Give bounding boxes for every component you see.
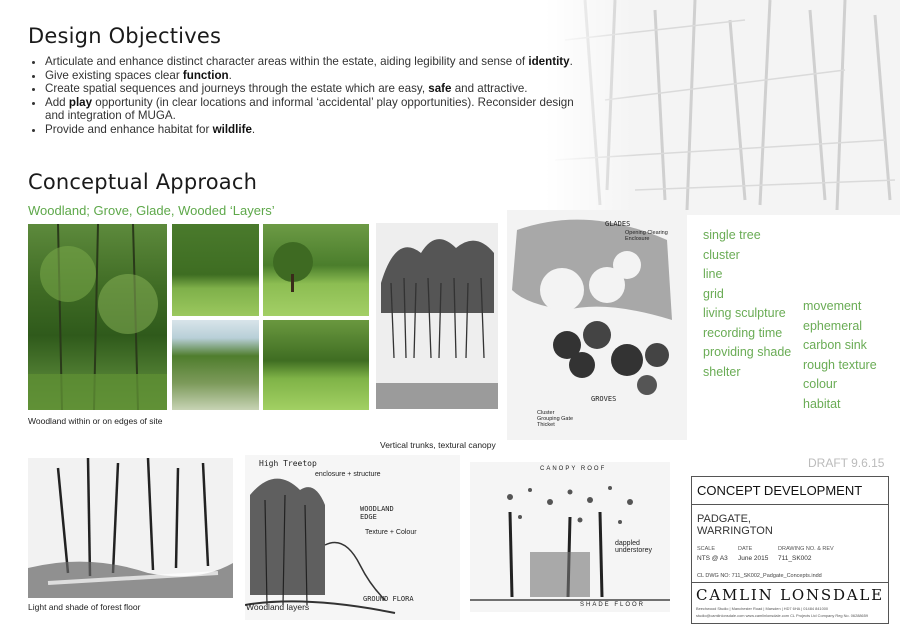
background-tree-sketch — [545, 0, 900, 215]
caption-light-shade: Light and shade of forest floor — [28, 602, 141, 612]
design-objectives-heading: Design Objectives — [28, 24, 222, 48]
objective-item: • Add play opportunity (in clear locations and informal ‘accidental’ play opportunities). Reconsider design and integration of MUGA. — [45, 96, 590, 123]
objective-item: • Provide and enhance habitat for wildlife. — [45, 123, 590, 137]
glades-groves-sketch — [507, 210, 687, 440]
keywords-column-2 — [803, 297, 877, 414]
sketch-label-groves: GROVES — [591, 395, 617, 403]
drawing-label: DRAWING NO. & REV — [778, 546, 834, 552]
title-block-divider — [692, 582, 888, 583]
keyword: movement — [803, 299, 862, 313]
date-value: June 2015 — [738, 555, 769, 562]
objective-item: • Create spatial sequences and journeys through the estate which are easy, safe and attractive. — [45, 82, 590, 96]
scale-label: SCALE — [697, 546, 716, 552]
company-logo: CAMLIN LONSDALE — [696, 586, 884, 604]
vertical-trunks-sketch — [376, 223, 498, 409]
keywords-column-1 — [703, 226, 791, 382]
objectives-list — [31, 55, 590, 137]
glade-photo — [263, 320, 369, 410]
keyword: living sculpture — [703, 306, 786, 320]
keyword: carbon sink — [803, 338, 867, 352]
drawing-value: 711_SK002 — [778, 555, 812, 562]
caption-woodland-edges: Woodland within or on edges of site — [28, 416, 163, 426]
project-name: PADGATE, WARRINGTON — [697, 513, 773, 537]
conceptual-subtitle: Woodland; Grove, Glade, Wooded ‘Layers’ — [28, 203, 275, 218]
company-contact: studio@camlinlonsdale.com www.camlinlonsdale.com CL Projects Ltd Company Reg No. 06288659 — [696, 613, 869, 618]
sketch-label-glades: GLADES — [605, 220, 631, 228]
keyword: colour — [803, 377, 838, 391]
sketch-label-dappled: dappled understorey — [615, 540, 652, 554]
canopy-sketch — [470, 462, 670, 612]
sketch-label-canopy-roof: CANOPY ROOF — [540, 466, 607, 472]
title-block-divider — [692, 504, 888, 505]
sketch-label-ground-flora: GROUND FLORA — [363, 595, 414, 603]
woodland-photo — [28, 224, 167, 410]
keyword: line — [703, 267, 723, 281]
keyword: grid — [703, 286, 724, 301]
keyword: habitat — [803, 396, 841, 411]
title-block-heading: CONCEPT DEVELOPMENT — [697, 483, 863, 498]
keyword: ephemeral — [803, 318, 863, 333]
conceptual-approach-heading: Conceptual Approach — [28, 170, 258, 194]
keyword: providing shade — [703, 345, 792, 359]
sketch-label-woodland-edge: WOODLAND EDGE — [360, 505, 394, 521]
sketch-label-texture-colour: Texture + Colour — [365, 529, 417, 536]
scale-value: NTS @ A3 — [697, 555, 728, 562]
objective-item: • Articulate and enhance distinct character areas within the estate, aiding legibility and sense of identity. — [45, 55, 590, 69]
meadow-photo — [172, 320, 259, 410]
sketch-label-high-treetop: High Treetop — [259, 459, 317, 468]
keyword: rough texture — [803, 357, 877, 372]
draft-stamp: DRAFT 9.6.15 — [808, 456, 885, 470]
keyword: recording time — [703, 325, 783, 340]
title-block — [691, 476, 889, 624]
keyword: shelter — [703, 364, 741, 379]
woodland-layers-sketch — [245, 455, 460, 620]
caption-woodland-layers: Woodland layers — [246, 602, 310, 612]
keyword: cluster — [703, 247, 740, 262]
keyword: single tree — [703, 228, 761, 242]
grove-photo-1 — [172, 224, 259, 316]
company-address: Beechwood Studio | Manchester Road | Marsden | HD7 6HA | 01484 841000 — [696, 606, 829, 611]
sketch-note-glades: Opening Clearing Enclosure — [625, 230, 668, 242]
date-label: DATE — [738, 546, 753, 552]
sketch-note-groves: Cluster Grouping Gate Thicket — [537, 410, 574, 428]
caption-vertical-trunks: Vertical trunks, textural canopy — [380, 440, 496, 450]
objective-item: • Give existing spaces clear function. — [45, 69, 590, 83]
forest-floor-sketch — [28, 458, 233, 598]
cl-drawing-number: CL DWG NO: 711_SK002_Padgate_Concepts.indd — [697, 573, 822, 579]
sketch-label-enclosure: enclosure + structure — [315, 471, 381, 478]
grove-photo-2 — [263, 224, 369, 316]
sketch-label-shade-floor: SHADE FLOOR — [580, 602, 646, 608]
